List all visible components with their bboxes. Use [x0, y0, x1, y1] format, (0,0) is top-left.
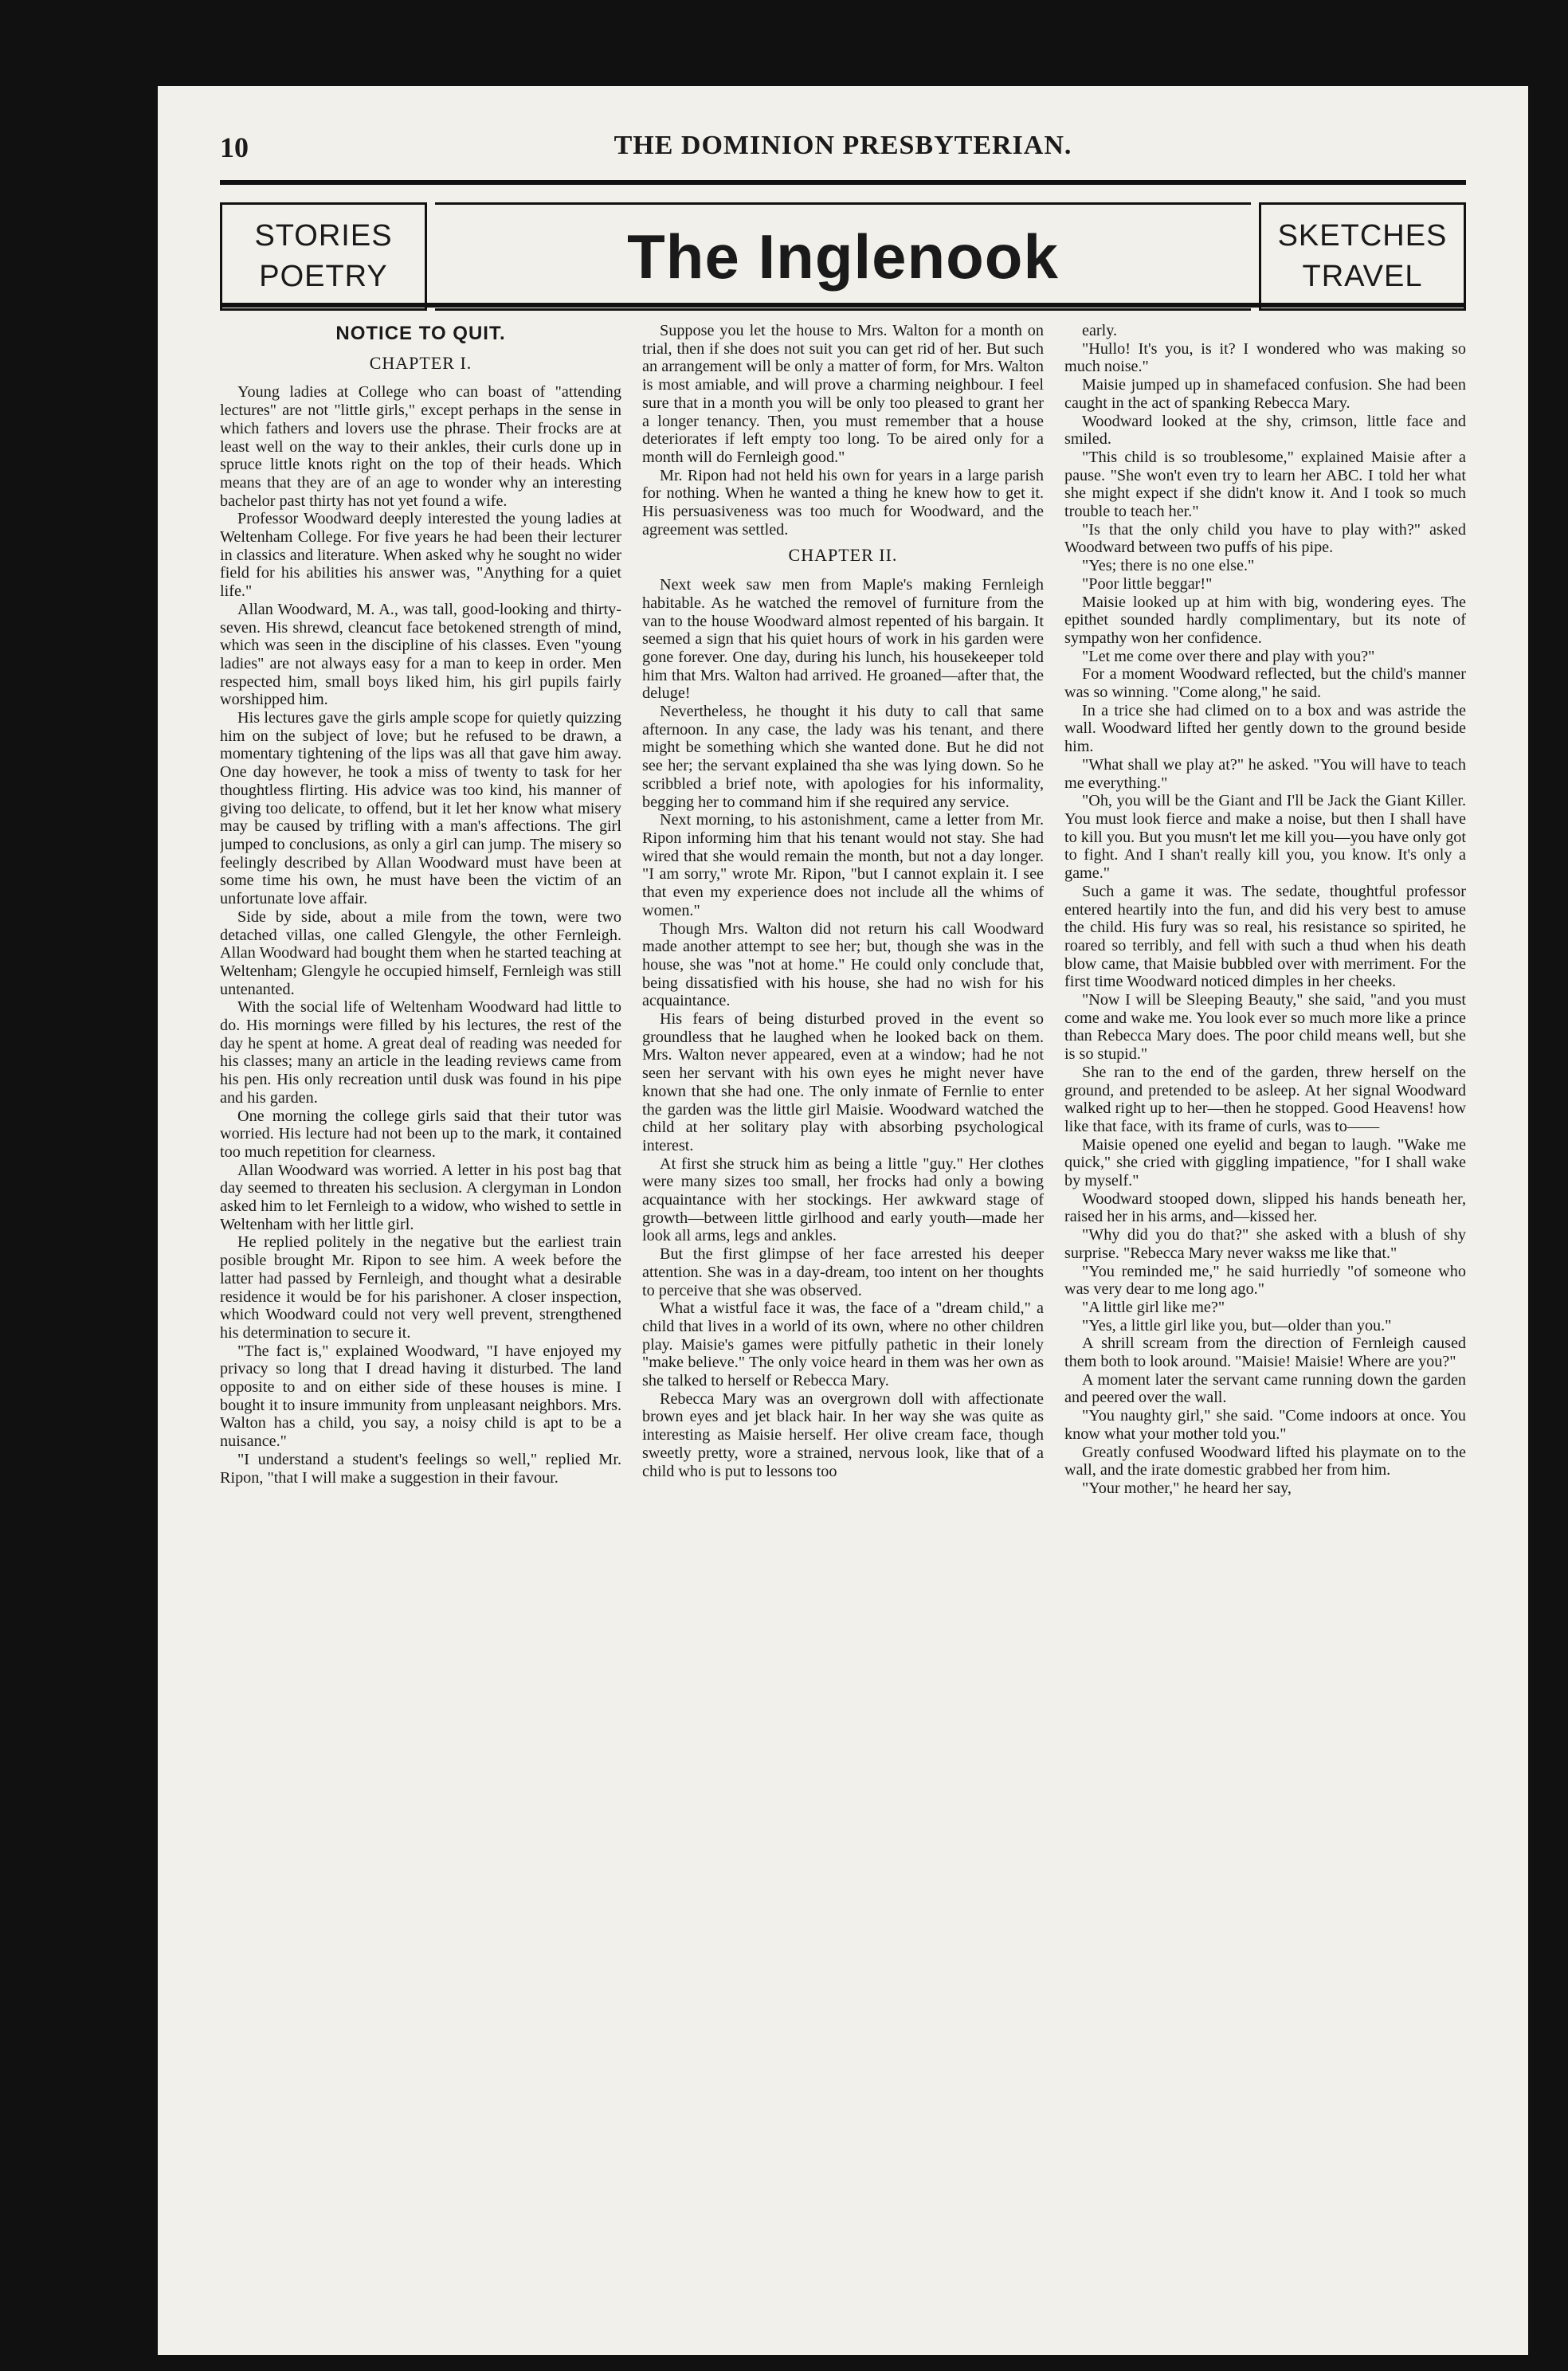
paragraph: Woodward looked at the shy, crimson, little face and smiled. — [1064, 412, 1466, 449]
paragraph: "Why did you do that?" she asked with a blush of shy surprise. "Rebecca Mary never wakss me like that." — [1064, 1226, 1466, 1262]
paragraph: "Is that the only child you have to play with?" asked Woodward between two puffs of his pipe. — [1064, 520, 1466, 557]
paragraph: Greatly confused Woodward lifted his playmate on to the wall, and the irate domestic grabbed her from him. — [1064, 1443, 1466, 1479]
paragraph: "You reminded me," he said hurriedly "of someone who was very dear to me long ago." — [1064, 1262, 1466, 1299]
paragraph: "Hullo! It's you, is it? I wondered who was making so much noise." — [1064, 339, 1466, 376]
paragraph: Professor Woodward deeply interested the young ladies at Weltenham College. For five years he had been their lecturer in classics and literature. When asked why he sought no wider field for his abilities his answer was, "Anything for a quiet life." — [220, 510, 621, 601]
paragraph: One morning the college girls said that their tutor was worried. His lecture had not been up to the mark, it contained too much repetition for clearness. — [220, 1107, 621, 1161]
paragraph: A moment later the servant came running down the garden and peered over the wall. — [1064, 1370, 1466, 1407]
paragraph: His lectures gave the girls ample scope for quietly quizzing him on the subject of love; but he refused to be drawn, a momentary tightening of the lips was all that gave him away. One day however, he took a miss of twenty to task for her thoughtless flirting. His advice was too kind, his manner of giving too delicate, to offend, but it let her know what misery may be caused by trifling with a man's affections. The girl jumped to conclusions, as only a girl can jump. The misery so feelingly described by Allan Woodward must have been at some time his own, he must have been the victim of an unfortunate love affair. — [220, 709, 621, 908]
paragraph: Maisie opened one eyelid and began to laugh. "Wake me quick," she cried with giggling impatience, "for I shall wake by myself." — [1064, 1135, 1466, 1190]
column-2-paragraphs-a — [642, 322, 1044, 539]
paragraph: Suppose you let the house to Mrs. Walton for a month on trial, then if she does not suit you can get rid of her. But such an arrangement will be only a matter of form, for Mrs. Walton is most amiable, and will prove a charming neighbour. I feel sure that in a month you will be only too pleased to grant her a longer tenancy. Then, you must remember that a house deteriorates if left empty too long. To be aired only for a month will do Fernleigh good." — [642, 322, 1044, 466]
paragraph: "This child is so troublesome," explained Maisie after a pause. "She won't even try to learn her ABC. I told her what she might expect if she didn't know it. And I took so much trouble to teach her." — [1064, 448, 1466, 521]
paragraph: "Yes; there is no one else." — [1082, 557, 1255, 575]
section-masthead — [220, 180, 1466, 308]
paragraph: "What shall we play at?" he asked. "You will have to teach me everything." — [1064, 755, 1466, 792]
paragraph: At first she struck him as being a little "guy." Her clothes were many sizes too small, her frocks had only a bowing acquaintance with her stockings. Her awkward stage of growth—between little girlhood and early youth—made her look all arms, legs and ankles. — [642, 1154, 1044, 1245]
paragraph: Nevertheless, he thought it his duty to call that same afternoon. In any case, the lady was his tenant, and there might be something which she wanted done. But he did not see her; the servant explained tha she was lying down. So he scribbled a brief note, with apologies for his informality, begging her to command him if she required any service. — [642, 703, 1044, 811]
paragraph: What a wistful face it was, the face of a "dream child," a child that lives in a world of its own, where no other children play. Maisie's games were pitfully pathetic in their lonely "make believe." The only voice heard in them was her own as she talked to herself or Rebecca Mary. — [642, 1299, 1044, 1390]
paragraph: Woodward stooped down, slipped his hands beneath her, raised her in his arms, and—kissed her. — [1064, 1189, 1466, 1226]
paragraph: Maisie looked up at him with big, wondering eyes. The epithet sounded hardly complimentary, but its note of sympathy won her confidence. — [1064, 593, 1466, 647]
masthead-left-poetry: POETRY — [259, 260, 388, 293]
chapter-heading-2: CHAPTER II. — [788, 545, 898, 566]
column-3 — [1064, 322, 1466, 2323]
chapter-heading-1: CHAPTER I. — [369, 352, 472, 373]
paragraph: Side by side, about a mile from the town, were two detached villas, one called Glengyle, the other Fernleigh. Allan Woodward had bought them when he started teaching at Weltenham; Glengyle he occupied himself, Fernleigh was still untenanted. — [220, 907, 621, 998]
paragraph: He replied politely in the negative but the earliest train posible brought Mr. Ripon to see him. A week before the latter had passed by Fernleigh, and thought what a desirable residence it would be for his parishoner. A closer inspection, which Woodward could not very well prevent, strengthened his determination to secure it. — [220, 1233, 621, 1342]
paragraph: Young ladies at College who can boast of "attending lectures" are not "little girls," except perhaps in the sense in which fathers and lovers use the phrase. Their frocks are at least well on the way to their ankles, their curls done up in spruce little knots right on the top of their heads. Which means that they are of an age to wonder why an interesting bachelor past thirty has not yet found a wife. — [220, 383, 621, 510]
paragraph: Allan Woodward, M. A., was tall, good-looking and thirty-seven. His shrewd, cleancut face betokened strength of mind, which was seen in the discipline of his classes. Even "young ladies" are not always easy for a man to keep in order. Men respected him, small boys liked him, his girl pupils fairly worshipped him. — [220, 600, 621, 709]
paragraph: Next morning, to his astonishment, came a letter from Mr. Ripon informing him that his tenant would not stay. She had wired that she would remain the month, but not a day longer. "I am sorry," wrote Mr. Ripon, "but I cannot explain it. I see that even my experience does not include all the whims of women." — [642, 811, 1044, 919]
paragraph: Mr. Ripon had not held his own for years in a large parish for nothing. When he wanted a thing he knew how to get it. His persuasiveness was too much for Woodward, and the agreement was settled. — [642, 466, 1044, 539]
paragraph: "The fact is," explained Woodward, "I have enjoyed my privacy so long that I dread having it disturbed. The land opposite to and on either side of these houses is mine. I bought it to insure immunity from unpleasant neighbors. Mrs. Walton has a child, you say, a noisy child is apt to be a nuisance." — [220, 1342, 621, 1451]
story-title: NOTICE TO QUIT. — [335, 323, 506, 344]
article-columns — [220, 322, 1466, 2323]
paragraph: For a moment Woodward reflected, but the child's manner was so winning. "Come along," he said. — [1064, 665, 1466, 702]
paragraph: "A little girl like me?" — [1082, 1298, 1225, 1316]
paragraph: "I understand a student's feelings so well," replied Mr. Ripon, "that I will make a suggestion in their favour. — [220, 1450, 621, 1487]
paragraph: She ran to the end of the garden, threw herself on the ground, and pretended to be asleep. At her signal Woodward walked right up to her—then he stopped. Good Heavens! how like that face, with its frame of curls, was to—— — [1064, 1063, 1466, 1135]
paragraph: Next week saw men from Maple's making Fernleigh habitable. As he watched the removel of furniture from the van to the house Woodward almost repented of his bargain. It seemed a sign that his quiet hours of work in his garden were gone forever. One day, during his lunch, his housekeeper told him that Mrs. Walton had arrived. He groaned—after that, the deluge! — [642, 576, 1044, 703]
column-2 — [642, 322, 1044, 2323]
paragraph: Though Mrs. Walton did not return his call Woodward made another attempt to see her; but, though she was in the house, she was "not at home." He could only conclude that, being dissatisfied with his house, she had no wish for his acquaintance. — [642, 919, 1044, 1010]
paragraph: "Your mother," he heard her say, — [1082, 1479, 1292, 1497]
paragraph: early. — [1082, 322, 1118, 339]
journal-title: THE DOMINION PRESBYTERIAN. — [613, 131, 1072, 160]
paragraph: With the social life of Weltenham Woodward had little to do. His mornings were filled by his lectures, the rest of the day he spent at home. A great deal of reading was needed for his classes; many an article in the leading reviews came from his pen. His only recreation until dusk was found in his pipe and his garden. — [220, 998, 621, 1107]
paragraph: In a trice she had climed on to a box and was astride the wall. Woodward lifted her gently down to the ground beside him. — [1064, 701, 1466, 756]
column-1-paragraphs — [220, 383, 621, 1487]
column-3-paragraphs — [1064, 322, 1466, 1498]
paragraph: Maisie jumped up in shamefaced confusion. She had been caught in the act of spanking Rebecca Mary. — [1064, 376, 1466, 412]
newspaper-page — [158, 86, 1528, 2355]
page-number: 10 — [220, 131, 249, 163]
paragraph: "Oh, you will be the Giant and I'll be Jack the Giant Killer. You must look fierce and make a noise, but then I shall have to kill you. But you musn't let me kill you—you have only got to fight. And I shan't really kill you, you know. It's only a game." — [1064, 792, 1466, 883]
paragraph: His fears of being disturbed proved in the event so groundless that he laughed when he looked back on them. Mrs. Walton never appeared, even at a window; had he not seen her servant with his own eyes he might never have known that she had one. The only inmate of Fernlie to enter the garden was the little girl Maisie. Woodward watched the child at her solitary play with absorbing psychological interest. — [642, 1010, 1044, 1154]
running-head — [220, 131, 1466, 170]
masthead-right-travel: TRAVEL — [1302, 260, 1423, 293]
paragraph: "You naughty girl," she said. "Come indoors at once. You know what your mother told you." — [1064, 1407, 1466, 1443]
paragraph: Allan Woodward was worried. A letter in his post bag that day seemed to threaten his seclusion. A clergyman in London asked him to let Fernleigh to a widow, who wished to settle in Weltenham with her little girl. — [220, 1161, 621, 1233]
column-1 — [220, 322, 621, 2323]
paragraph: A shrill scream from the direction of Fernleigh caused them both to look around. "Maisie! Maisie! Where are you?" — [1064, 1334, 1466, 1371]
paragraph: Such a game it was. The sedate, thoughtful professor entered heartily into the fun, and did his very best to amuse the child. His fury was so real, his resistance so spirited, he roared so terribly, and fell with such a thud when his death blow came, that Maisie bubbled over with merriment. For the first time Woodward noticed dimples in her cheeks. — [1064, 882, 1466, 991]
masthead-right-box — [1259, 202, 1466, 311]
section-title: The Inglenook — [435, 202, 1251, 311]
paragraph: "Poor little beggar!" — [1082, 574, 1213, 593]
masthead-right-sketches: SKETCHES — [1277, 218, 1448, 253]
masthead-left-stories: STORIES — [254, 218, 393, 253]
paragraph: "Yes, a little girl like you, but—older than you." — [1082, 1316, 1392, 1334]
paragraph: "Now I will be Sleeping Beauty," she said, "and you must come and wake me. You look ever so much more like a prince than Rebecca Mary does. The poor child means well, but she is so stupid." — [1064, 991, 1466, 1064]
paragraph: Rebecca Mary was an overgrown doll with affectionate brown eyes and jet black hair. In her way she was quite as interesting as Maisie herself. Her olive cream face, though sweetly pretty, wore a strained, nervous look, like that of a child who is put to lessons too — [642, 1389, 1044, 1480]
paragraph: "Let me come over there and play with you?" — [1082, 647, 1375, 665]
column-2-paragraphs-b — [642, 576, 1044, 1480]
masthead-left-box — [220, 202, 427, 311]
paragraph: But the first glimpse of her face arrested his deeper attention. She was in a day-dream, too intent on her thoughts to perceive that she was observed. — [642, 1245, 1044, 1299]
